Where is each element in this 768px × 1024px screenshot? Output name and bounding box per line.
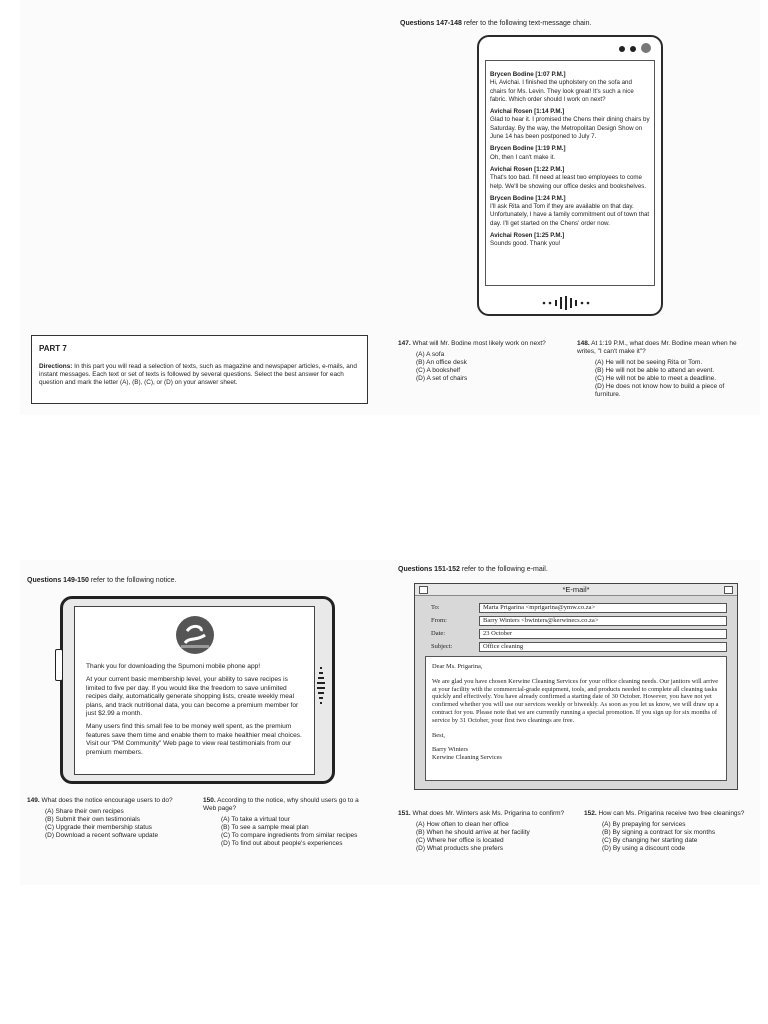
tablet-frame <box>60 596 335 784</box>
answer-option: (A) By prepaying for services <box>602 821 686 828</box>
answer-option: (C) A bookshelf <box>416 367 461 374</box>
answer-option: (B) Submit their own testimonials <box>45 816 141 823</box>
email-signature-company: Kerwine Cleaning Services <box>432 754 502 762</box>
notice-paragraph: Thank you for downloading the Spumoni mobile phone app! <box>86 663 261 670</box>
email-signature-name: Barry Winters <box>432 746 469 754</box>
phone-frame <box>477 35 663 316</box>
phone-dot <box>630 46 636 52</box>
to-field[interactable]: Marta Prigarina <mprigarina@ymw.co.za> <box>479 603 727 613</box>
q149-150-header: Questions 149-150 refer to the following notice. <box>27 577 177 584</box>
date-field[interactable]: 23 October <box>479 629 727 639</box>
question-148: 148. At 1:19 P.M., what does Mr. Bodine mean when he writes, "I can't make it"? (A) He will not be seeing Rita or Tom. (B) He will not be able to attend an event. (C) He will not be able to meet a deadline. (D) He does not know how to build a piece of furniture. <box>577 340 747 399</box>
answer-option: (C) He will not be able to meet a deadline. <box>595 375 717 382</box>
email-title-bar <box>415 584 737 596</box>
email-window-title: *E-mail* <box>562 585 590 594</box>
answer-option: (D) To find out about people's experiences <box>221 840 343 847</box>
message: Avichai Rosen [1:25 P.M.] Sounds good. Thank you! <box>490 232 565 248</box>
date-label: Date: <box>431 630 446 637</box>
question-147: 147. What will Mr. Bodine most likely work on next? (A) A sofa (B) An office desk (C) A bookshelf (D) A set of chairs <box>398 340 558 383</box>
message: Avichai Rosen [1:22 P.M.] That's too bad. I'll need at least two employees to come help. We'll be showing our office desks and bookshelves. <box>490 165 647 190</box>
message: Brycen Bodine [1:19 P.M.] Oh, then I can't make it. <box>490 145 566 161</box>
subject-field[interactable]: Office cleaning <box>479 642 727 652</box>
answer-option: (A) A sofa <box>416 351 445 358</box>
answer-option: (D) A set of chairs <box>416 375 468 382</box>
answer-option: (D) Download a recent software update <box>45 832 159 839</box>
answer-option: (D) He does not know how to build a piece of furniture. <box>595 383 725 398</box>
notice-text <box>86 663 306 762</box>
answer-option: (B) When he should arrive at her facility <box>416 829 530 836</box>
answer-option: (D) What products she prefers <box>416 845 504 852</box>
sound-wave-icon <box>541 296 597 310</box>
message: Avichai Rosen [1:14 P.M.] Glad to hear it. I promised the Chens their dining chairs by Saturday. By the way, the Metropolitan Design Show on June 14 has been postponed to July 7. <box>490 108 650 141</box>
header-number: Questions 147-148 <box>400 20 462 27</box>
tablet-speaker-icon <box>317 667 325 707</box>
message-list <box>490 71 650 253</box>
message: Brycen Bodine [1:24 P.M.] I'll ask Rita and Tom if they are available on that day. Unfortunately, I have a family commitment out of town that day. I'll get started on the Chens' order now. <box>490 194 650 227</box>
part-title: PART 7 <box>39 344 67 353</box>
answer-option: (A) How often to clean her office <box>416 821 509 828</box>
spumoni-logo-icon <box>175 615 215 655</box>
answer-option: (C) By changing her starting date <box>602 837 698 844</box>
email-greeting: Dear Ms. Prigarina, <box>432 663 483 670</box>
window-close-icon[interactable] <box>419 586 428 594</box>
question-149: 149. What does the notice encourage users to do? (A) Share their own recipes (B) Submit their own testimonials (C) Upgrade their membership status (D) Download a recent software update <box>27 797 187 840</box>
answer-option: (B) To see a sample meal plan <box>221 824 309 831</box>
question-150: 150. According to the notice, why should users go to a Web page? (A) To take a virtual tour (B) To see a sample meal plan (C) To compare ingredients from similar recipes (D) To find out about people's experiences <box>203 797 363 848</box>
to-label: To: <box>431 604 440 611</box>
from-label: From: <box>431 617 447 624</box>
notice-paragraph: Many users find this small fee to be money well spent, as the premium features save them time and enable them to make healthier meal choices. Visit our "PM Community" Web page to view real testimonials from our premium members. <box>86 723 302 756</box>
directions-text: Directions: In this part you will read a selection of texts, such as magazine and newspaper articles, e-mails, and instant messages. Each text or set of texts is followed by several questions. Select the best answer for each question and mark the letter (A), (B), (C), or (D) on your answer sheet. <box>39 363 357 386</box>
phone-camera-icon <box>641 43 651 53</box>
subject-label: Subject: <box>431 643 453 650</box>
answer-option: (C) Where her office is located <box>416 837 504 844</box>
answer-option: (B) He will not be able to attend an event. <box>595 367 715 374</box>
question-151: 151. What does Mr. Winters ask Ms. Prigarina to confirm? (A) How often to clean her office (B) When he should arrive at her facility (C) Where her office is located (D) What products she prefers <box>398 810 573 853</box>
q147-148-header <box>400 20 591 27</box>
window-resize-icon[interactable] <box>724 586 733 594</box>
answer-option: (B) An office desk <box>416 359 467 366</box>
email-window <box>414 583 738 790</box>
tablet-side-button <box>55 649 63 681</box>
message: Brycen Bodine [1:07 P.M.] Hi, Avichai. I finished the upholstery on the sofa and chairs for Ms. Levin. They look great! It's such a nice fabric. Which order should I work on next? <box>490 71 634 103</box>
answer-option: (C) Upgrade their membership status <box>45 824 152 831</box>
answer-option: (D) By using a discount code <box>602 845 686 852</box>
email-body-text: We are glad you have chosen Kerwine Cleaning Services for your office cleaning needs. Our janitors will arrive at your facility with the commercial-grade equipment, tools, and products needed to complete all cleaning tasks quickly and effectively. You have already confirmed a starting date of 30 October. However, you have not yet confirmed whether you will use our services weekly or biweekly. As soon as you let us know, we will draw up a contract for you. Please note that we are currently running a special promotion. If you sign up for six months of service by 31 October, your first two cleanings are free. <box>432 677 719 724</box>
phone-screen <box>485 60 655 286</box>
from-field[interactable]: Barry Winters <bwinters@kerwinecs.co.za> <box>479 616 727 626</box>
part7-directions-box <box>31 335 368 404</box>
answer-option: (B) By signing a contract for six months <box>602 829 716 836</box>
notice-paragraph: At your current basic membership level, your ability to save recipes is limited to five per day. If you would like the freedom to save unlimited recipes daily, automatically generate shopping lists, create weekly meal plans, and track nutritional data, you can become a premium member for just $2.99 a month. <box>86 676 299 718</box>
question-152: 152. How can Ms. Prigarina receive two free cleanings? (A) By prepaying for services (B) By signing a contract for six months (C) By changing her starting date (D) By using a discount code <box>584 810 754 853</box>
header-text: refer to the following text-message chain. <box>461 20 592 27</box>
email-closing: Best, <box>432 731 445 739</box>
answer-option: (A) He will not be seeing Rita or Tom. <box>595 359 703 366</box>
tablet-screen <box>74 606 315 775</box>
answer-option: (A) To take a virtual tour <box>221 816 290 823</box>
answer-option: (C) To compare ingredients from similar recipes <box>221 832 358 839</box>
email-body <box>425 656 727 781</box>
q151-152-header: Questions 151-152 refer to the following e-mail. <box>398 566 548 573</box>
phone-dot <box>619 46 625 52</box>
answer-option: (A) Share their own recipes <box>45 808 124 815</box>
